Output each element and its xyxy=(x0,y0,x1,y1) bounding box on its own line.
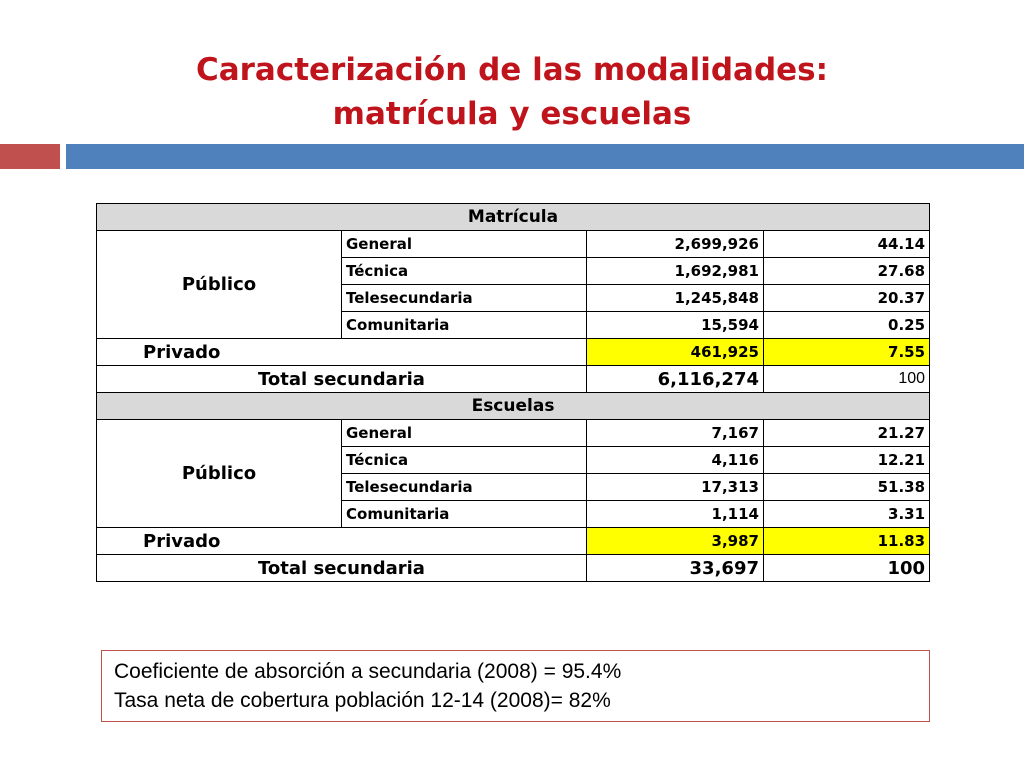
slide-title xyxy=(0,48,1024,136)
table-row xyxy=(97,231,930,258)
accent-bar-blue xyxy=(66,144,1024,169)
row-label: Comunitaria xyxy=(342,501,587,528)
privado-percent: 7.55 xyxy=(764,339,930,366)
row-value: 1,114 xyxy=(587,501,764,528)
table-section-header xyxy=(97,393,930,420)
row-percent: 20.37 xyxy=(764,285,930,312)
privado-label: Privado xyxy=(97,339,587,366)
row-percent: 27.68 xyxy=(764,258,930,285)
row-value: 7,167 xyxy=(587,420,764,447)
total-value: 33,697 xyxy=(587,555,764,582)
privado-percent: 11.83 xyxy=(764,528,930,555)
section-header-escuelas: Escuelas xyxy=(97,393,930,420)
slide-title-line2: matrícula y escuelas xyxy=(332,96,692,132)
row-label: General xyxy=(342,231,587,258)
group-label-publico: Público xyxy=(97,420,342,528)
row-percent: 0.25 xyxy=(764,312,930,339)
note-absorption: Coeficiente de absorción a secundaria (2008) = 95.4% xyxy=(114,660,622,683)
row-percent: 3.31 xyxy=(764,501,930,528)
note-coverage: Tasa neta de cobertura población 12-14 (2008)= 82% xyxy=(114,689,611,712)
table-row-privado xyxy=(97,528,930,555)
slide-title-line1: Caracterización de las modalidades: xyxy=(195,52,829,88)
row-percent: 21.27 xyxy=(764,420,930,447)
notes-box xyxy=(101,650,930,722)
row-label: Telesecundaria xyxy=(342,285,587,312)
group-label-publico: Público xyxy=(97,231,342,339)
accent-bar-red xyxy=(0,144,60,169)
row-percent: 44.14 xyxy=(764,231,930,258)
total-label: Total secundaria xyxy=(97,555,587,582)
row-value: 1,692,981 xyxy=(587,258,764,285)
row-value: 4,116 xyxy=(587,447,764,474)
row-label: Telesecundaria xyxy=(342,474,587,501)
row-percent: 12.21 xyxy=(764,447,930,474)
row-label: Técnica xyxy=(342,258,587,285)
table-section-header xyxy=(97,204,930,231)
total-label: Total secundaria xyxy=(97,366,587,393)
table-row-total xyxy=(97,555,930,582)
total-value: 6,116,274 xyxy=(587,366,764,393)
row-value: 2,699,926 xyxy=(587,231,764,258)
row-value: 15,594 xyxy=(587,312,764,339)
row-label: General xyxy=(342,420,587,447)
table-row xyxy=(97,420,930,447)
table-row-privado xyxy=(97,339,930,366)
total-percent: 100 xyxy=(764,366,930,393)
row-value: 17,313 xyxy=(587,474,764,501)
total-percent: 100 xyxy=(764,555,930,582)
row-label: Comunitaria xyxy=(342,312,587,339)
table-row-total xyxy=(97,366,930,393)
row-percent: 51.38 xyxy=(764,474,930,501)
row-value: 1,245,848 xyxy=(587,285,764,312)
privado-label: Privado xyxy=(97,528,587,555)
privado-value: 461,925 xyxy=(587,339,764,366)
row-label: Técnica xyxy=(342,447,587,474)
privado-value: 3,987 xyxy=(587,528,764,555)
section-header-matricula: Matrícula xyxy=(97,204,930,231)
enrollment-schools-table xyxy=(96,203,930,582)
